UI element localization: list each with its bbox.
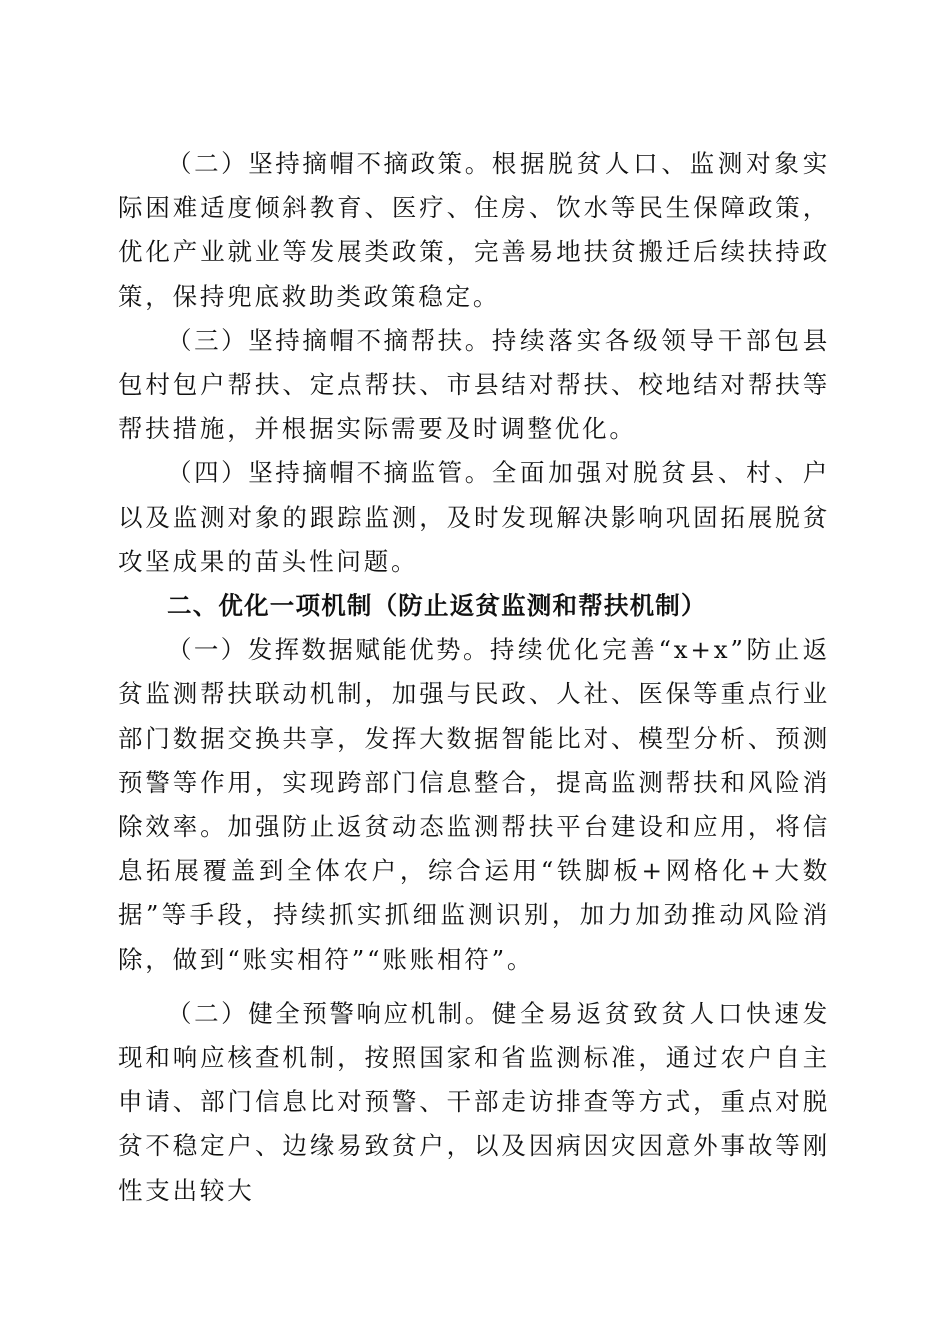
paragraph-assistance xyxy=(118,319,830,452)
paragraph-warning-response xyxy=(118,992,830,1213)
paragraph-supervision xyxy=(118,451,830,584)
paragraph-text: 全面加强对脱贫县、村、户以及监测对象的跟踪监测，及时发现解决影响巩固拓展脱贫攻坚成果的苗头性问题。 xyxy=(118,458,830,576)
paragraph-lead: （二）健全预警响应机制。 xyxy=(167,998,492,1028)
section-heading: 二、优化一项机制（防止返贫监测和帮扶机制） xyxy=(167,591,707,621)
paragraph-data-empowerment xyxy=(118,628,830,982)
paragraph-policy xyxy=(118,142,830,319)
paragraph-lead: （一）发挥数据赋能优势。 xyxy=(167,635,490,665)
paragraph-lead: （三）坚持摘帽不摘帮扶。 xyxy=(167,325,492,355)
paragraph-lead: （四）坚持摘帽不摘监管。 xyxy=(167,458,492,488)
paragraph-text: 健全易返贫致贫人口快速发现和响应核查机制，按照国家和省监测标准，通过农户自主申请、部门信息比对预警、干部走访排查等方式，重点对脱贫不稳定户、边缘易致贫户，以及因病因灾因意外事故等刚性支出较大 xyxy=(118,998,830,1205)
document-body xyxy=(118,142,830,1213)
paragraph-text: 持续优化完善“x+x”防止返贫监测帮扶联动机制，加强与民政、人社、医保等重点行业部门数据交换共享，发挥大数据智能比对、模型分析、预测预警等作用，实现跨部门信息整合，提高监测帮扶和风险消除效率。加强防止返贫动态监测帮扶平台建设和应用，将信息拓展覆盖到全体农户，综合运用“铁脚板+网格化+大数据”等手段，持续抓实抓细监测识别，加力加劲推动风险消除，做到“账实相符”“账账相符”。 xyxy=(118,635,830,974)
paragraph-text: 持续落实各级领导干部包县包村包户帮扶、定点帮扶、市县结对帮扶、校地结对帮扶等帮扶措施，并根据实际需要及时调整优化。 xyxy=(118,325,830,444)
paragraph-text: 根据脱贫人口、监测对象实际困难适度倾斜教育、医疗、住房、饮水等民生保障政策，优化产业就业等发展类政策，完善易地扶贫搬迁后续扶持政策，保持兜底救助类政策稳定。 xyxy=(118,149,830,311)
paragraph-lead: （二）坚持摘帽不摘政策。 xyxy=(167,149,492,178)
